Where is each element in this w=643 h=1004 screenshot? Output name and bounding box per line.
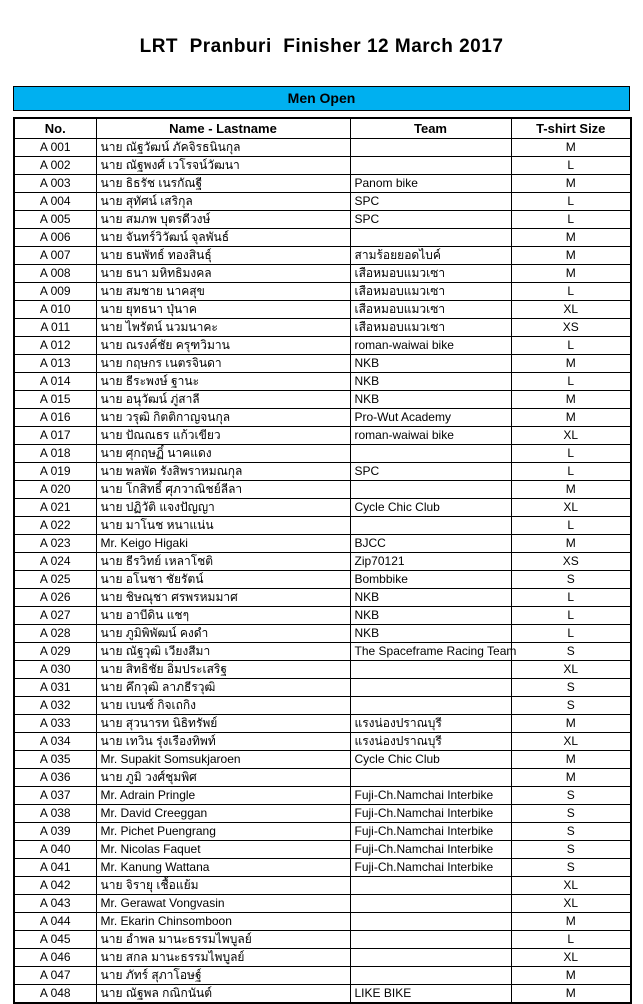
table-cell-name: นาย สิทธิชัย อิ่มประเสริฐ xyxy=(96,660,350,678)
table-cell-no: A 035 xyxy=(14,750,96,768)
table-cell-team xyxy=(350,678,511,696)
table-cell-name: นาย ณัฐพงศ์ เวโรจน์วัฒนา xyxy=(96,156,350,174)
col-header-no: No. xyxy=(14,118,96,138)
table-cell-no: A 027 xyxy=(14,606,96,624)
table-cell-name: Mr. Adrain Pringle xyxy=(96,786,350,804)
table-row xyxy=(14,948,631,966)
table-cell-no: A 029 xyxy=(14,642,96,660)
table-row xyxy=(14,390,631,408)
table-cell-size: XS xyxy=(511,552,631,570)
table-cell-no: A 015 xyxy=(14,390,96,408)
table-cell-size: M xyxy=(511,174,631,192)
table-cell-no: A 017 xyxy=(14,426,96,444)
table-cell-no: A 011 xyxy=(14,318,96,336)
table-cell-no: A 007 xyxy=(14,246,96,264)
table-cell-name: Mr. Gerawat Vongvasin xyxy=(96,894,350,912)
table-row xyxy=(14,732,631,750)
table-cell-name: นาย สมชาย นาคสุข xyxy=(96,282,350,300)
table-cell-team xyxy=(350,876,511,894)
table-cell-size: L xyxy=(511,192,631,210)
table-row xyxy=(14,318,631,336)
table-cell-size: L xyxy=(511,282,631,300)
table-cell-size: XL xyxy=(511,426,631,444)
table-cell-no: A 043 xyxy=(14,894,96,912)
table-cell-name: นาย ภัทร์ สุภาโอษฐ์ xyxy=(96,966,350,984)
table-row xyxy=(14,606,631,624)
table-cell-name: นาย โกสิทธิ์ ศุภวาณิชย์ลีลา xyxy=(96,480,350,498)
table-cell-no: A 019 xyxy=(14,462,96,480)
table-cell-name: นาย ธนา มหิทธิมงคล xyxy=(96,264,350,282)
table-cell-team: Fuji-Ch.Namchai Interbike xyxy=(350,804,511,822)
table-cell-team xyxy=(350,480,511,498)
table-cell-name: นาย มาโนช หนาแน่น xyxy=(96,516,350,534)
table-row xyxy=(14,768,631,786)
table-row xyxy=(14,804,631,822)
table-cell-name: Mr. Ekarin Chinsomboon xyxy=(96,912,350,930)
table-cell-no: A 014 xyxy=(14,372,96,390)
table-cell-name: นาย ปัณณธร แก้วเขียว xyxy=(96,426,350,444)
table-cell-no: A 044 xyxy=(14,912,96,930)
table-cell-team: Fuji-Ch.Namchai Interbike xyxy=(350,840,511,858)
table-cell-size: L xyxy=(511,588,631,606)
table-cell-no: A 048 xyxy=(14,984,96,1003)
table-cell-name: นาย ธีรวิทย์ เหลาโชติ xyxy=(96,552,350,570)
table-header-row xyxy=(14,118,631,138)
table-cell-no: A 018 xyxy=(14,444,96,462)
table-cell-name: นาย คึกวุฒิ ลาภธีรวุฒิ xyxy=(96,678,350,696)
table-cell-size: S xyxy=(511,858,631,876)
table-cell-no: A 013 xyxy=(14,354,96,372)
table-cell-no: A 009 xyxy=(14,282,96,300)
table-cell-size: XL xyxy=(511,732,631,750)
table-cell-name: นาย ณรงค์ชัย ครุฑวิมาน xyxy=(96,336,350,354)
table-cell-size: S xyxy=(511,570,631,588)
table-cell-size: M xyxy=(511,408,631,426)
table-row xyxy=(14,516,631,534)
table-row xyxy=(14,228,631,246)
table-cell-size: XL xyxy=(511,876,631,894)
table-cell-team: Fuji-Ch.Namchai Interbike xyxy=(350,858,511,876)
table-cell-name: นาย ณัฐพล กณิกนันต์ xyxy=(96,984,350,1003)
table-cell-size: M xyxy=(511,912,631,930)
table-cell-name: นาย อนุวัฒน์ ภู่สาลี xyxy=(96,390,350,408)
table-cell-team: Pro-Wut Academy xyxy=(350,408,511,426)
table-cell-no: A 008 xyxy=(14,264,96,282)
table-cell-no: A 010 xyxy=(14,300,96,318)
table-row xyxy=(14,192,631,210)
table-row xyxy=(14,552,631,570)
table-cell-name: นาย ปฏิวัติ แจงปัญญา xyxy=(96,498,350,516)
table-cell-name: Mr. Keigo Higaki xyxy=(96,534,350,552)
table-cell-size: L xyxy=(511,210,631,228)
table-row xyxy=(14,750,631,768)
table-cell-size: L xyxy=(511,372,631,390)
table-cell-no: A 046 xyxy=(14,948,96,966)
table-cell-name: นาย อโนชา ชัยรัตน์ xyxy=(96,570,350,588)
table-cell-size: XL xyxy=(511,948,631,966)
table-cell-no: A 016 xyxy=(14,408,96,426)
table-cell-size: L xyxy=(511,336,631,354)
table-row xyxy=(14,912,631,930)
table-cell-size: M xyxy=(511,750,631,768)
table-cell-name: นาย สกล มานะธรรมไพบูลย์ xyxy=(96,948,350,966)
table-row xyxy=(14,894,631,912)
table-cell-name: Mr. Kanung Wattana xyxy=(96,858,350,876)
section-header-men-open: Men Open xyxy=(13,86,630,111)
table-cell-size: XL xyxy=(511,660,631,678)
table-cell-team xyxy=(350,966,511,984)
table-cell-team xyxy=(350,696,511,714)
table-cell-size: M xyxy=(511,264,631,282)
table-cell-no: A 045 xyxy=(14,930,96,948)
table-cell-no: A 042 xyxy=(14,876,96,894)
table-cell-no: A 026 xyxy=(14,588,96,606)
table-cell-size: M xyxy=(511,534,631,552)
table-cell-team: แรงน่องปราณบุรี xyxy=(350,732,511,750)
table-cell-name: Mr. Pichet Puengrang xyxy=(96,822,350,840)
table-cell-size: XL xyxy=(511,894,631,912)
table-cell-size: M xyxy=(511,354,631,372)
table-cell-name: นาย ภูมิพิพัฒน์ คงดำ xyxy=(96,624,350,642)
table-cell-no: A 021 xyxy=(14,498,96,516)
table-cell-size: M xyxy=(511,714,631,732)
table-cell-team xyxy=(350,444,511,462)
table-cell-team: LIKE BIKE xyxy=(350,984,511,1003)
table-row xyxy=(14,498,631,516)
table-cell-team: roman-waiwai bike xyxy=(350,336,511,354)
table-cell-team: roman-waiwai bike xyxy=(350,426,511,444)
table-row xyxy=(14,858,631,876)
table-cell-no: A 038 xyxy=(14,804,96,822)
table-cell-team: NKB xyxy=(350,606,511,624)
table-cell-team: Cycle Chic Club xyxy=(350,498,511,516)
table-cell-size: M xyxy=(511,390,631,408)
table-cell-team xyxy=(350,138,511,156)
table-cell-team: Cycle Chic Club xyxy=(350,750,511,768)
table-cell-no: A 030 xyxy=(14,660,96,678)
table-cell-team xyxy=(350,660,511,678)
table-cell-size: S xyxy=(511,840,631,858)
table-row xyxy=(14,678,631,696)
table-cell-team: เสือหมอบแมวเซา xyxy=(350,300,511,318)
table-cell-name: นาย ธิธรัช เนรกัณฐี xyxy=(96,174,350,192)
table-cell-name: นาย ธีระพงษ์ ฐานะ xyxy=(96,372,350,390)
table-cell-no: A 031 xyxy=(14,678,96,696)
table-row xyxy=(14,840,631,858)
table-cell-name: นาย จันทร์วิวัฒน์ จุลพันธ์ xyxy=(96,228,350,246)
table-cell-team: Bombbike xyxy=(350,570,511,588)
table-cell-size: L xyxy=(511,462,631,480)
table-cell-no: A 012 xyxy=(14,336,96,354)
table-cell-team: SPC xyxy=(350,192,511,210)
table-cell-team: แรงน่องปราณบุรี xyxy=(350,714,511,732)
table-cell-name: นาย จิรายุ เชื้อแย้ม xyxy=(96,876,350,894)
table-cell-no: A 034 xyxy=(14,732,96,750)
table-cell-team xyxy=(350,894,511,912)
table-cell-team: NKB xyxy=(350,624,511,642)
table-row xyxy=(14,174,631,192)
table-cell-name: Mr. Supakit Somsukjaroen xyxy=(96,750,350,768)
table-cell-team xyxy=(350,912,511,930)
table-row xyxy=(14,462,631,480)
table-cell-size: M xyxy=(511,480,631,498)
table-cell-no: A 006 xyxy=(14,228,96,246)
table-row xyxy=(14,624,631,642)
table-cell-size: M xyxy=(511,768,631,786)
table-row xyxy=(14,300,631,318)
table-cell-no: A 003 xyxy=(14,174,96,192)
table-row xyxy=(14,714,631,732)
table-row xyxy=(14,264,631,282)
col-header-size: T-shirt Size xyxy=(511,118,631,138)
table-cell-size: M xyxy=(511,966,631,984)
table-cell-name: นาย สุวนารท นิธิทรัพย์ xyxy=(96,714,350,732)
table-row xyxy=(14,966,631,984)
table-cell-name: นาย เทวิน รุ่งเรืองทิพท์ xyxy=(96,732,350,750)
table-cell-team: NKB xyxy=(350,354,511,372)
table-cell-no: A 039 xyxy=(14,822,96,840)
table-cell-team: เสือหมอบแมวเซา xyxy=(350,318,511,336)
table-cell-size: L xyxy=(511,156,631,174)
table-cell-size: L xyxy=(511,606,631,624)
table-cell-size: L xyxy=(511,624,631,642)
table-cell-no: A 032 xyxy=(14,696,96,714)
table-cell-no: A 041 xyxy=(14,858,96,876)
table-row xyxy=(14,876,631,894)
table-row xyxy=(14,282,631,300)
table-cell-team: สามร้อยยอดไบค์ xyxy=(350,246,511,264)
table-cell-team xyxy=(350,930,511,948)
table-cell-no: A 037 xyxy=(14,786,96,804)
table-cell-size: XL xyxy=(511,300,631,318)
table-cell-team xyxy=(350,948,511,966)
col-header-name: Name - Lastname xyxy=(96,118,350,138)
table-cell-team: NKB xyxy=(350,588,511,606)
page-title: LRT Pranburi Finisher 12 March 2017 xyxy=(139,36,504,57)
table-row xyxy=(14,480,631,498)
table-row xyxy=(14,588,631,606)
table-cell-name: นาย ชิษณุชา ศรพรหมมาศ xyxy=(96,588,350,606)
table-cell-no: A 036 xyxy=(14,768,96,786)
table-row xyxy=(14,246,631,264)
table-row xyxy=(14,660,631,678)
table-cell-team xyxy=(350,516,511,534)
table-cell-size: L xyxy=(511,444,631,462)
table-cell-size: L xyxy=(511,516,631,534)
table-cell-size: S xyxy=(511,786,631,804)
table-cell-name: นาย ไพรัตน์ นวมนาคะ xyxy=(96,318,350,336)
table-cell-no: A 033 xyxy=(14,714,96,732)
table-cell-team: Panom bike xyxy=(350,174,511,192)
table-cell-size: S xyxy=(511,822,631,840)
table-cell-name: นาย อาบีดิน แชๆ xyxy=(96,606,350,624)
table-cell-name: Mr. Nicolas Faquet xyxy=(96,840,350,858)
table-cell-name: นาย อำพล มานะธรรมไพบูลย์ xyxy=(96,930,350,948)
table-cell-team: BJCC xyxy=(350,534,511,552)
table-cell-name: นาย พลพัด รังสิพราหมณกุล xyxy=(96,462,350,480)
table-row xyxy=(14,138,631,156)
table-cell-team: Fuji-Ch.Namchai Interbike xyxy=(350,822,511,840)
table-row xyxy=(14,354,631,372)
table-cell-size: S xyxy=(511,696,631,714)
table-row xyxy=(14,426,631,444)
table-cell-name: นาย ธนพัทธ์ ทองสินธุ์ xyxy=(96,246,350,264)
table-cell-no: A 020 xyxy=(14,480,96,498)
table-row xyxy=(14,156,631,174)
table-row xyxy=(14,570,631,588)
table-cell-no: A 022 xyxy=(14,516,96,534)
table-row xyxy=(14,408,631,426)
table-cell-name: นาย ยุทธนา ปุ่นาค xyxy=(96,300,350,318)
table-cell-team xyxy=(350,156,511,174)
table-cell-team xyxy=(350,228,511,246)
table-row xyxy=(14,534,631,552)
table-cell-size: M xyxy=(511,228,631,246)
table-cell-name: นาย ภูมิ วงศ์ชุมพิศ xyxy=(96,768,350,786)
table-cell-team: The Spaceframe Racing Team xyxy=(350,642,511,660)
table-cell-team: เสือหมอบแมวเซา xyxy=(350,264,511,282)
table-cell-no: A 001 xyxy=(14,138,96,156)
table-cell-size: L xyxy=(511,930,631,948)
table-cell-team: Zip70121 xyxy=(350,552,511,570)
table-cell-team: Fuji-Ch.Namchai Interbike xyxy=(350,786,511,804)
table-cell-name: นาย ณัฐวัฒน์ ภัคจิรธนินกุล xyxy=(96,138,350,156)
table-row xyxy=(14,696,631,714)
table-row xyxy=(14,822,631,840)
table-row xyxy=(14,984,631,1003)
table-cell-no: A 040 xyxy=(14,840,96,858)
table-row xyxy=(14,930,631,948)
table-cell-name: นาย ณัฐวุฒิ เวียงสีมา xyxy=(96,642,350,660)
table-cell-team xyxy=(350,768,511,786)
table-cell-name: นาย สมภพ บุตรดีวงษ์ xyxy=(96,210,350,228)
table-cell-no: A 025 xyxy=(14,570,96,588)
table-cell-no: A 004 xyxy=(14,192,96,210)
table-cell-team: เสือหมอบแมวเซา xyxy=(350,282,511,300)
table-cell-name: นาย วรุฒิ กิตติกาญจนกุล xyxy=(96,408,350,426)
table-cell-name: นาย สุทัศน์ เสริกุล xyxy=(96,192,350,210)
table-cell-no: A 023 xyxy=(14,534,96,552)
table-cell-team: NKB xyxy=(350,390,511,408)
table-cell-name: นาย ศุกฤษฏิ์ นาคแดง xyxy=(96,444,350,462)
table-row xyxy=(14,372,631,390)
table-row xyxy=(14,210,631,228)
table-cell-team: SPC xyxy=(350,210,511,228)
col-header-team: Team xyxy=(350,118,511,138)
table-cell-no: A 005 xyxy=(14,210,96,228)
table-row xyxy=(14,642,631,660)
table-cell-name: Mr. David Creeggan xyxy=(96,804,350,822)
table-cell-no: A 047 xyxy=(14,966,96,984)
table-row xyxy=(14,444,631,462)
table-cell-name: นาย กฤษกร เนตรจินดา xyxy=(96,354,350,372)
table-row xyxy=(14,786,631,804)
table-cell-size: M xyxy=(511,984,631,1003)
table-cell-size: XL xyxy=(511,498,631,516)
table-cell-team: NKB xyxy=(350,372,511,390)
table-cell-no: A 002 xyxy=(14,156,96,174)
table-body xyxy=(14,138,631,1003)
table-cell-size: M xyxy=(511,246,631,264)
table-cell-name: นาย เบนซ์ กิจเถกิง xyxy=(96,696,350,714)
table-cell-size: S xyxy=(511,642,631,660)
table-cell-size: XS xyxy=(511,318,631,336)
table-cell-no: A 028 xyxy=(14,624,96,642)
table-cell-team: SPC xyxy=(350,462,511,480)
results-table xyxy=(13,117,632,1004)
table-cell-size: M xyxy=(511,138,631,156)
table-cell-size: S xyxy=(511,678,631,696)
table-row xyxy=(14,336,631,354)
table-cell-no: A 024 xyxy=(14,552,96,570)
table-cell-size: S xyxy=(511,804,631,822)
